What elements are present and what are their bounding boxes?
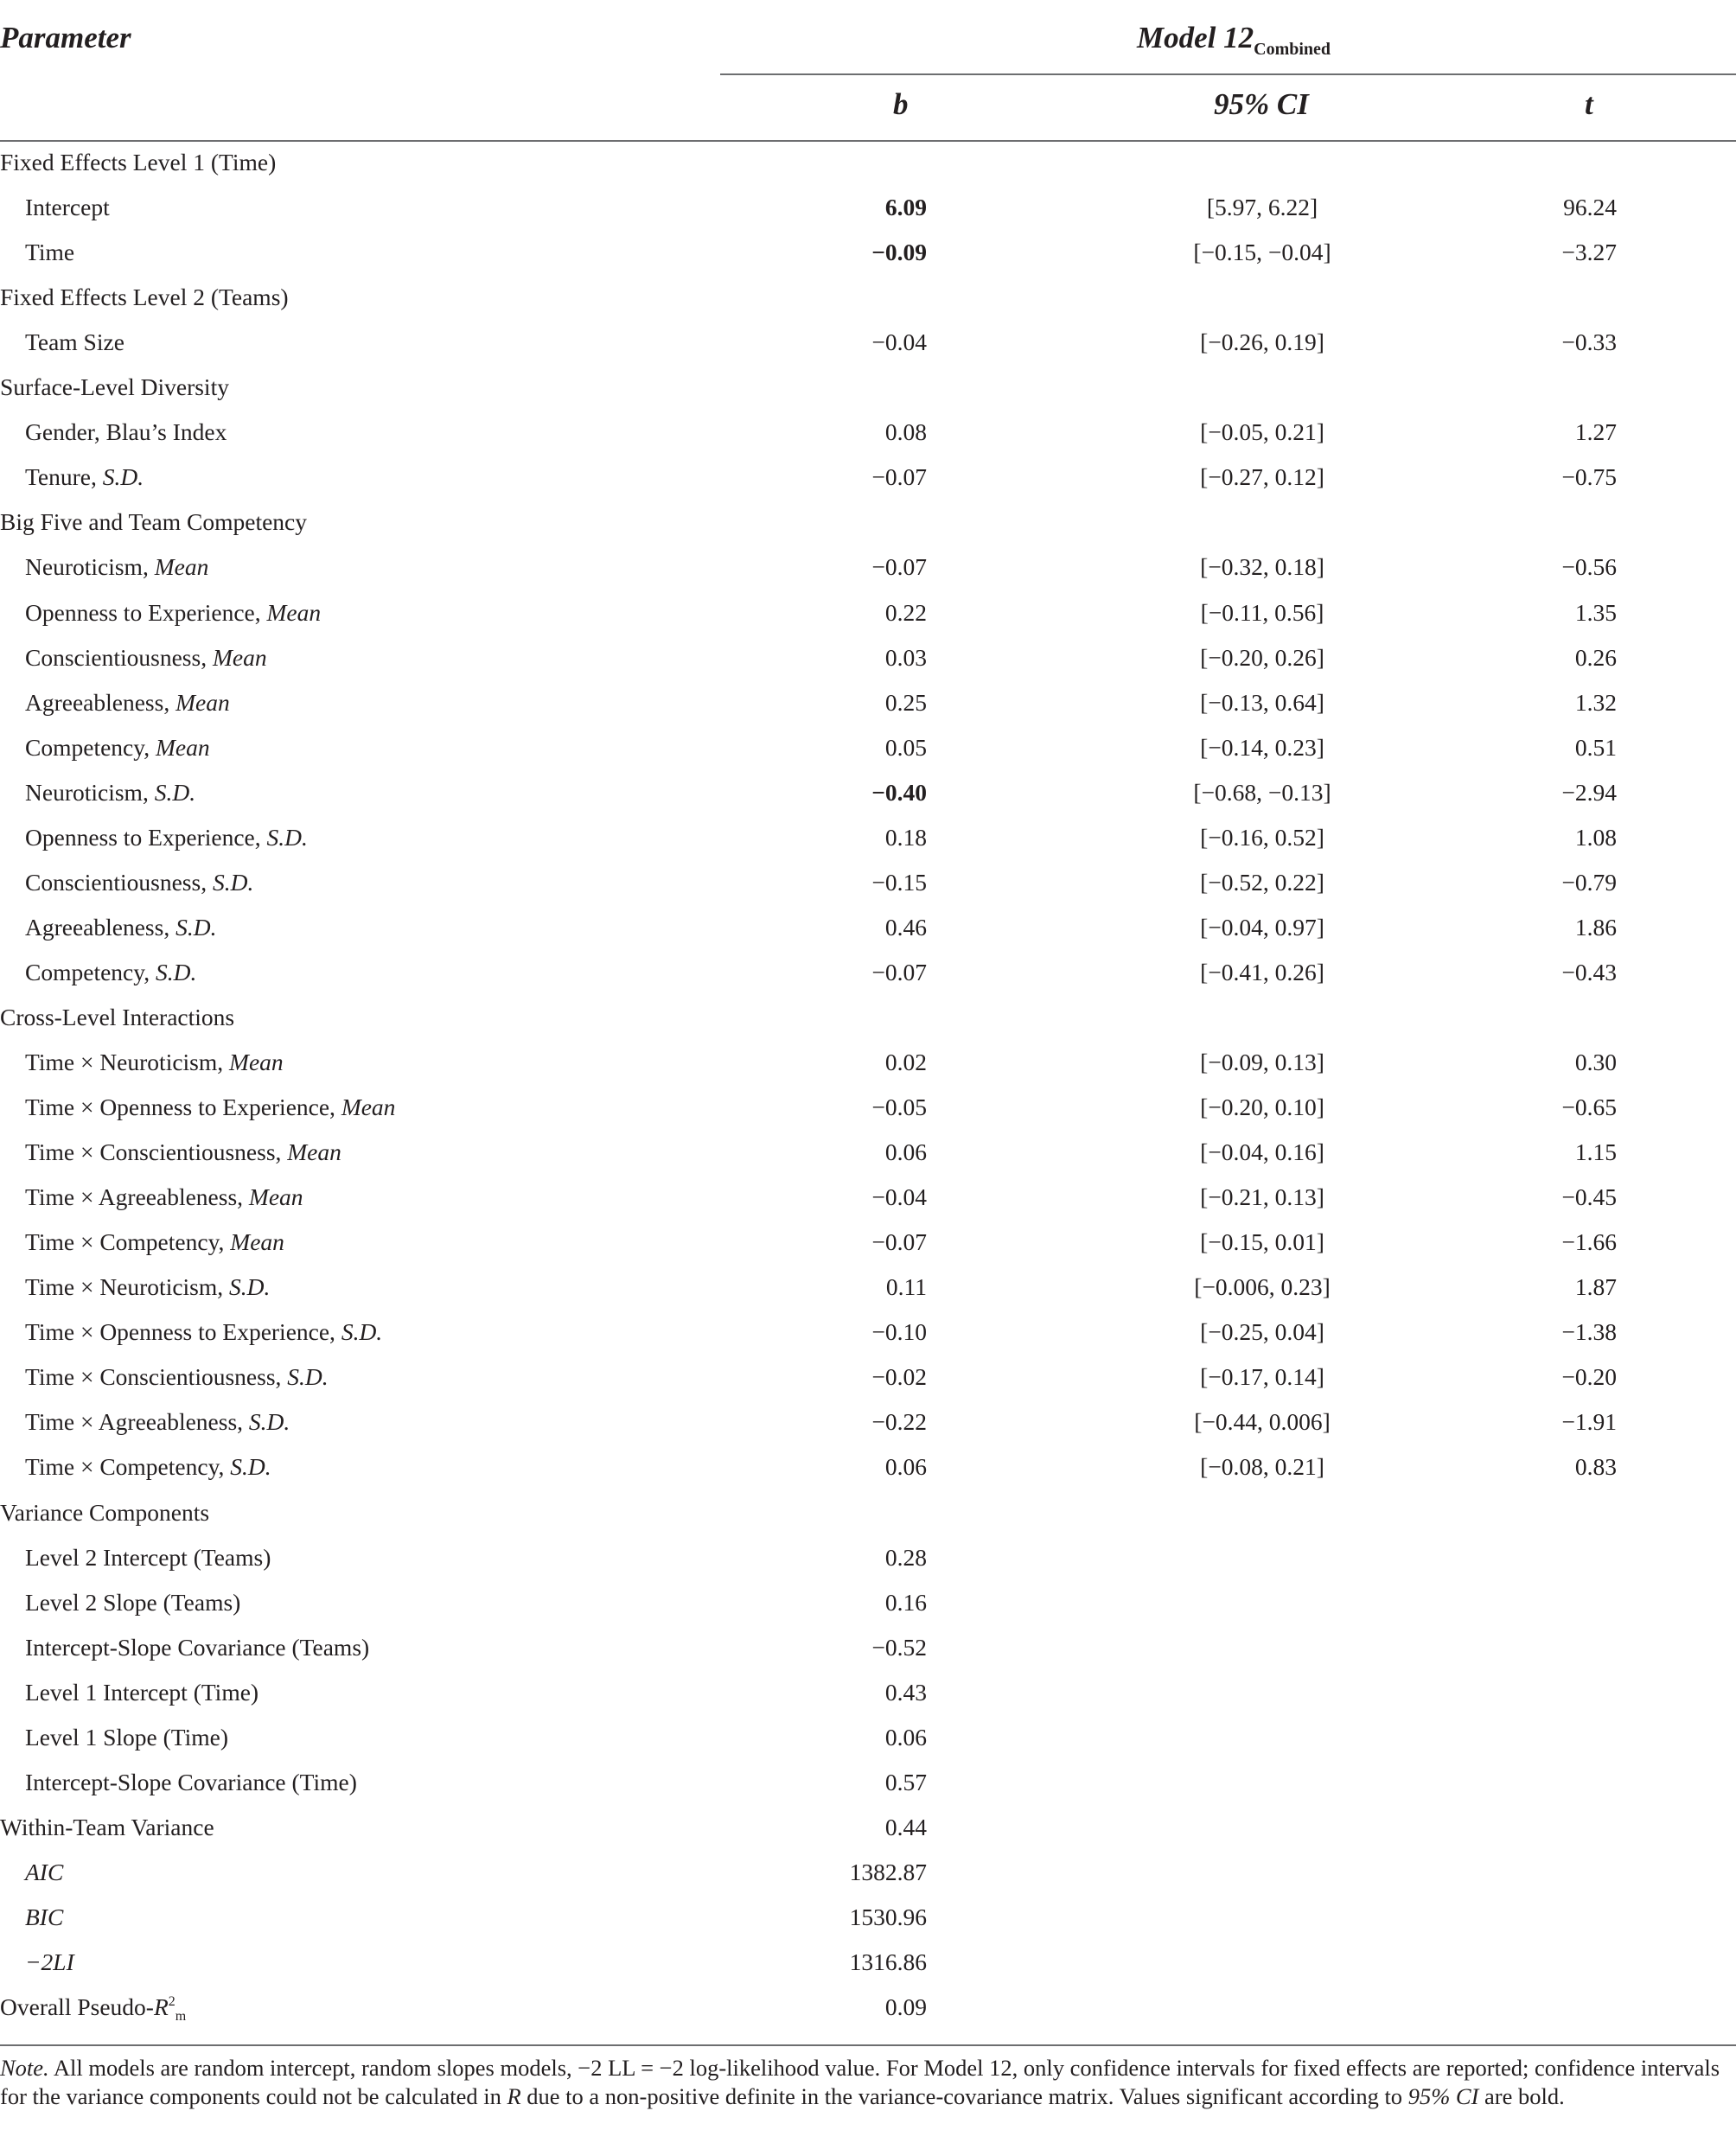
cell-ci: [−0.41, 0.26] [1200,958,1324,985]
param-label-text: Neuroticism, [25,778,155,806]
cell-b: −0.22 [871,1408,927,1436]
param-label [0,1490,209,1535]
param-label [25,230,74,275]
table-row [0,1444,1736,1489]
table-note [0,2054,1736,2111]
param-label [25,680,230,725]
cell-b: −0.07 [871,1228,927,1256]
param-label [25,1400,290,1444]
cell-t: 1.27 [1574,418,1617,446]
param-label-emphasis: −2LI [25,1948,74,1975]
cell-ci: [−0.04, 0.97] [1200,913,1324,941]
param-label [25,1850,63,1895]
param-label-text: Intercept-Slope Covariance (Teams) [25,1633,370,1661]
cell-b: 0.08 [884,418,927,446]
cell-t: 1.32 [1574,688,1617,716]
param-label-emphasis: S.D. [176,913,217,941]
param-label [25,950,196,995]
cell-t: 96.24 [1563,194,1617,221]
param-label-emphasis: Mean [212,643,267,671]
param-label [0,365,229,410]
r2-superscript: 2 [168,1994,176,2010]
param-label [25,1355,329,1400]
note-ci-label: 95% CI [1407,2083,1479,2109]
param-label [25,545,208,590]
cell-t: −0.43 [1561,958,1617,985]
param-label [25,1670,258,1715]
param-label [25,815,308,860]
param-label-emphasis: S.D. [155,958,197,985]
param-label [25,1444,271,1489]
cell-t: 1.15 [1574,1138,1617,1166]
param-label-text: Time [25,239,75,266]
param-label-emphasis: S.D. [341,1318,383,1346]
cell-t: −0.20 [1561,1363,1617,1391]
param-label [25,770,195,815]
section-row [0,500,1736,545]
model-title-subscript: Combined [1254,40,1331,59]
param-label [25,1940,74,1985]
param-label-emphasis: S.D. [229,1273,271,1301]
param-label-text: Agreeableness, [25,688,176,716]
param-label-text: Cross-Level Interactions [0,1003,235,1030]
param-label-text: Variance Components [0,1498,210,1526]
param-label-emphasis: Mean [287,1138,341,1166]
param-label-text: Within-Team Variance [0,1813,214,1840]
table-row [0,1580,1736,1625]
cell-b: 0.03 [884,643,927,671]
param-label-text: Agreeableness, [25,913,176,941]
cell-b: −0.40 [871,778,927,806]
cell-b: −0.07 [871,553,927,581]
table-row [0,410,1736,455]
param-label-text: Gender, Blau’s Index [25,418,227,446]
param-label [0,275,289,320]
table-row [0,185,1736,230]
note-r-letter: R [507,2083,521,2109]
table-row [0,1760,1736,1805]
cell-t: 1.35 [1574,598,1617,626]
param-label-text: Time × Neuroticism, [25,1049,230,1075]
section-row [0,995,1736,1040]
table-row [0,815,1736,860]
param-label [25,1895,63,1940]
cell-b: −0.04 [871,1183,927,1211]
param-label-text: Competency, [25,733,156,761]
cell-b: 0.06 [884,1453,927,1481]
cell-t: −0.45 [1561,1183,1617,1211]
section-row [0,1490,1736,1535]
cell-ci: [−0.32, 0.18] [1200,553,1324,581]
table-bottom-rule [0,2044,1736,2046]
param-label-text: Openness to Experience, [25,823,267,851]
table-row [0,1535,1736,1580]
cell-ci: [−0.13, 0.64] [1200,688,1324,716]
table-row [0,1625,1736,1670]
param-label-text: Level 1 Slope (Time) [25,1723,228,1751]
param-label [25,1085,395,1130]
param-label-emphasis: S.D. [212,868,254,896]
cell-t: 1.87 [1574,1273,1617,1301]
cell-b: 0.06 [884,1138,927,1166]
param-label [25,320,124,365]
cell-ci: [−0.20, 0.26] [1200,643,1324,671]
param-label [25,905,216,950]
table-row [0,1175,1736,1220]
cell-b: 0.06 [884,1723,927,1751]
param-label-text: Time × Agreeableness, [25,1183,249,1211]
table-row [0,320,1736,365]
param-label [0,1985,186,2034]
param-label [0,995,234,1040]
section-row [0,365,1736,410]
cell-t: −2.94 [1561,778,1617,806]
param-label-emphasis: S.D. [248,1408,290,1436]
param-label [25,635,267,680]
table-row [0,1715,1736,1760]
param-label-emphasis: S.D. [102,463,144,491]
table-row [0,950,1736,995]
param-label [25,1175,303,1220]
param-label-text: Time × Agreeableness, [25,1408,249,1436]
cell-ci: [−0.44, 0.006] [1194,1408,1331,1436]
cell-t: −0.79 [1561,868,1617,896]
table-row [0,1040,1736,1085]
param-label-emphasis: Mean [248,1183,303,1211]
param-label-text: Level 1 Intercept (Time) [25,1678,259,1706]
cell-ci: [−0.04, 0.16] [1200,1138,1324,1166]
model-title-text: Model 12 [1137,21,1254,54]
table-row [0,230,1736,275]
cell-ci: [−0.15, −0.04] [1193,239,1331,266]
table-row [0,1940,1736,1985]
param-label [0,140,276,185]
param-label-text: Competency, [25,958,156,985]
cell-t: −1.38 [1561,1318,1617,1346]
cell-t: −0.33 [1561,328,1617,356]
cell-b: −0.52 [871,1633,927,1661]
param-label [25,725,210,770]
cell-ci: [−0.17, 0.14] [1200,1363,1324,1391]
section-row [0,140,1736,185]
cell-ci: [−0.14, 0.23] [1200,733,1324,761]
cell-t: −0.65 [1561,1094,1617,1121]
param-label-emphasis: Mean [266,598,322,626]
table-row [0,1670,1736,1715]
cell-b: 0.02 [884,1049,927,1075]
header-parameter: Parameter [0,21,131,54]
cell-b: 0.11 [885,1273,927,1301]
table-row [0,1310,1736,1355]
param-label-text: Time × Openness to Experience, [25,1318,341,1346]
cell-ci: [−0.26, 0.19] [1200,328,1324,356]
param-label-emphasis: AIC [25,1858,64,1885]
table-row [0,1130,1736,1175]
table-row [0,590,1736,635]
cell-ci: [−0.20, 0.10] [1200,1094,1324,1121]
param-label-text: Time × Openness to Experience, [25,1094,341,1121]
cell-b: −0.07 [871,463,927,491]
cell-b: 1382.87 [849,1858,927,1885]
cell-b: 0.44 [884,1813,927,1840]
table-row [0,1085,1736,1130]
table-row [0,860,1736,905]
param-label-text: Time × Conscientiousness, [25,1363,288,1391]
cell-t: −1.66 [1561,1228,1617,1256]
table-row [0,1220,1736,1265]
note-text-1: All models are random intercept, random slopes models, −2 LL = −2 log-likelihood value. For Model 12, only confidence intervals for fixed effects are reported; confidence intervals for the variance components could not be calculated in [0,2055,1720,2109]
table-row [0,1265,1736,1310]
param-label-text: Time × Competency, [25,1453,231,1481]
cell-t: 0.51 [1574,733,1617,761]
table-row [0,770,1736,815]
cell-ci: [−0.68, −0.13] [1193,778,1331,806]
cell-b: 0.22 [884,598,927,626]
table-row [0,1400,1736,1444]
param-label-text: Surface-Level Diversity [0,373,229,401]
param-label-emphasis: Mean [176,688,230,716]
param-label-text: Neuroticism, [25,553,155,581]
cell-t: 0.30 [1574,1049,1617,1075]
note-text-3: are bold. [1478,2083,1565,2109]
cell-b: 0.16 [884,1588,927,1616]
param-label [25,1265,270,1310]
cell-t: −0.56 [1561,553,1617,581]
param-label-text: Time × Conscientiousness, [25,1138,288,1166]
param-label-emphasis: BIC [25,1903,64,1930]
param-label [25,1715,228,1760]
cell-ci: [−0.21, 0.13] [1200,1183,1324,1211]
param-label-text: Openness to Experience, [25,598,267,626]
r2-subscript: m [175,2009,187,2025]
note-text-2: due to a non-positive definite in the variance-covariance matrix. Values significant according to [520,2083,1408,2109]
cell-b: 0.28 [884,1543,927,1571]
param-label-emphasis: S.D. [287,1363,329,1391]
cell-ci: [−0.16, 0.52] [1200,823,1324,851]
cell-ci: [−0.05, 0.21] [1200,418,1324,446]
section-row [0,275,1736,320]
table-row [0,635,1736,680]
param-label-text: Intercept [25,194,110,221]
param-label [25,1625,369,1670]
param-label [0,1805,214,1850]
param-label-text: Fixed Effects Level 1 (Time) [0,149,277,175]
param-label [25,185,110,230]
param-label-text: Conscientiousness, [25,868,213,896]
cell-b: 0.09 [884,1993,927,2021]
cell-ci: [−0.25, 0.04] [1200,1318,1324,1346]
cell-t: 1.08 [1574,823,1617,851]
header-model-title [1137,21,1331,60]
section-row [0,1805,1736,1850]
table-row [0,680,1736,725]
param-label [25,860,253,905]
cell-b: 6.09 [884,194,927,221]
param-label-emphasis: S.D. [154,778,196,806]
note-lead: Note. [0,2055,49,2081]
param-label [25,1130,341,1175]
param-label-text: Team Size [25,328,124,356]
section-row [0,1985,1736,2030]
cell-ci: [5.97, 6.22] [1206,194,1318,221]
cell-ci: [−0.08, 0.21] [1200,1453,1324,1481]
table-row [0,545,1736,590]
cell-b: −0.02 [871,1363,927,1391]
cell-ci: [−0.52, 0.22] [1200,868,1324,896]
param-label-emphasis: S.D. [230,1453,271,1481]
table-row [0,725,1736,770]
cell-b: 1316.86 [849,1948,927,1975]
cell-ci: [−0.09, 0.13] [1200,1049,1324,1075]
cell-ci: [−0.15, 0.01] [1200,1228,1324,1256]
param-label [25,455,144,500]
param-label-emphasis: S.D. [266,823,308,851]
param-label [25,1580,240,1625]
cell-b: 0.18 [884,823,927,851]
cell-b: −0.07 [871,958,927,985]
param-label [25,410,227,455]
param-label [25,1040,284,1085]
table-row [0,1850,1736,1895]
cell-b: −0.10 [871,1318,927,1346]
param-label [25,1310,382,1355]
param-label-emphasis: Mean [341,1094,396,1121]
param-label [25,1535,271,1580]
cell-t: 1.86 [1574,913,1617,941]
cell-ci: [−0.27, 0.12] [1200,463,1324,491]
cell-b: −0.05 [871,1094,927,1121]
table-row [0,1895,1736,1940]
cell-t: −3.27 [1561,239,1617,266]
param-label [0,500,307,545]
param-label-text: Overall Pseudo- [0,1993,154,2021]
cell-t: −1.91 [1561,1408,1617,1436]
cell-b: −0.04 [871,328,927,356]
cell-b: 0.25 [884,688,927,716]
param-label-text: Time × Competency, [25,1228,231,1256]
cell-b: −0.09 [871,239,927,266]
param-label-text: Time × Neuroticism, [25,1273,230,1301]
table-row [0,1355,1736,1400]
param-label-text: Level 2 Slope (Teams) [25,1588,241,1616]
header-col-t: t [1585,87,1593,121]
cell-ci: [−0.006, 0.23] [1194,1273,1331,1301]
param-label-text: Conscientiousness, [25,643,213,671]
param-label [25,1220,284,1265]
param-label-text: Tenure, [25,463,103,491]
cell-b: 0.43 [884,1678,927,1706]
cell-t: 0.83 [1574,1453,1617,1481]
cell-b: 0.05 [884,733,927,761]
param-label-text: Fixed Effects Level 2 (Teams) [0,284,289,311]
header-col-ci: 95% CI [1214,87,1309,121]
table-row [0,455,1736,500]
table-row [0,905,1736,950]
cell-ci: [−0.11, 0.56] [1200,598,1324,626]
cell-b: 0.57 [884,1768,927,1795]
param-label-emphasis: Mean [229,1049,284,1075]
param-label-emphasis: Mean [230,1228,284,1256]
param-label [25,1760,357,1805]
param-label-emphasis: Mean [155,733,210,761]
header-rule-model [720,73,1736,75]
cell-t: −0.75 [1561,463,1617,491]
cell-t: 0.26 [1574,643,1617,671]
param-label-text: Big Five and Team Competency [0,508,308,536]
cell-b: −0.15 [871,868,927,896]
param-label-text: Level 2 Intercept (Teams) [25,1543,271,1571]
header-col-b: b [893,87,909,121]
param-label-text: Intercept-Slope Covariance (Time) [25,1768,357,1795]
cell-b: 1530.96 [849,1903,927,1930]
param-label [25,590,321,635]
r2-letter: R [153,1993,169,2021]
param-label-emphasis: Mean [154,553,209,581]
cell-b: 0.46 [884,913,927,941]
